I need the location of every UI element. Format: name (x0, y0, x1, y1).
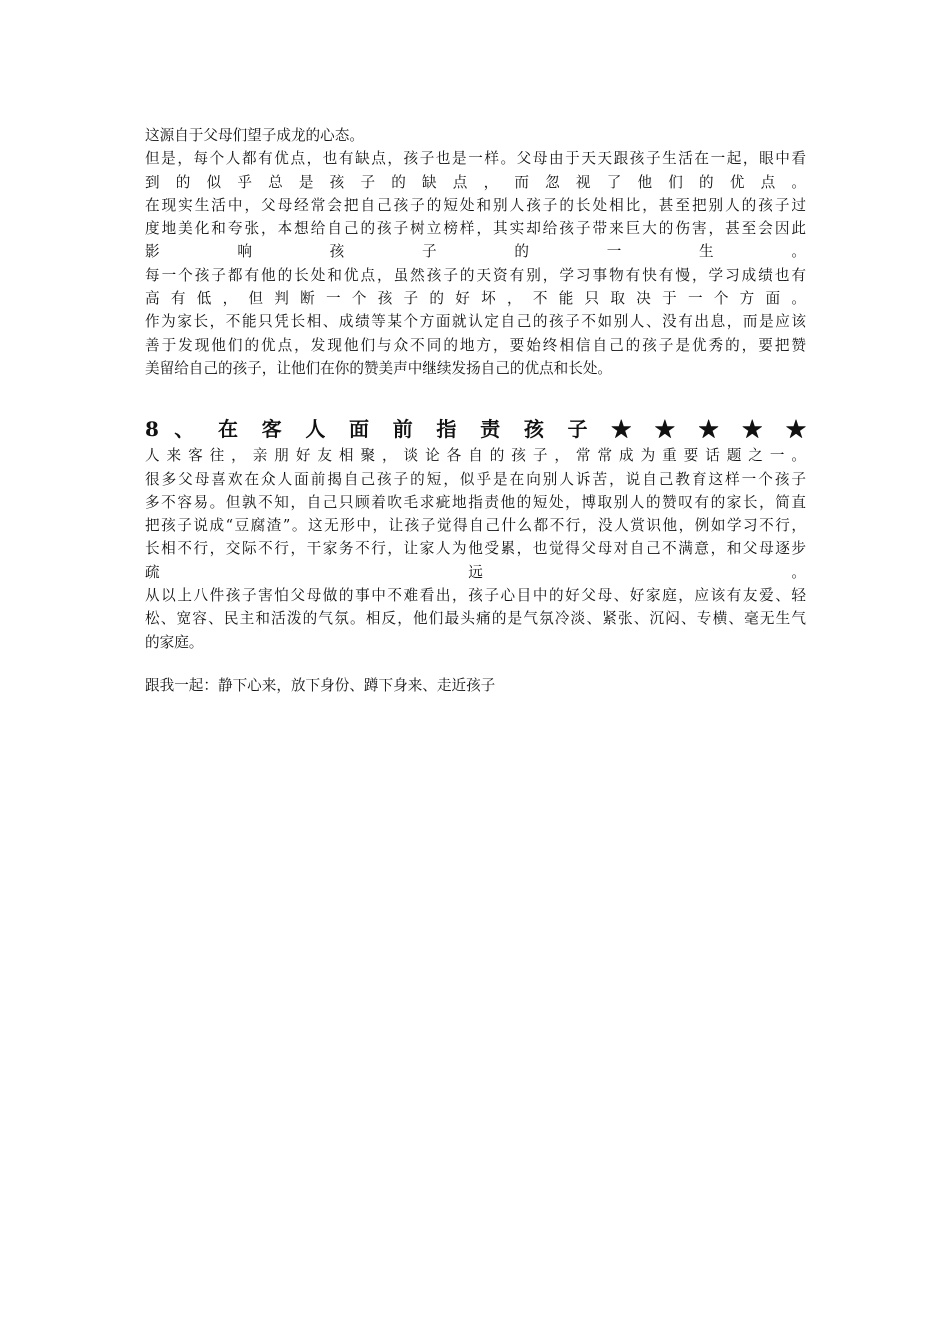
closing-line: 跟我一起：静下心来，放下身份、蹲下身来、走近孩子 (145, 676, 496, 694)
text-line: 的家庭。 (145, 633, 204, 651)
text-line: 从以上八件孩子害怕父母做的事中不难看出，孩子心目中的好父母、好家庭，应该有友爱、轻 (145, 587, 806, 605)
text-line: 度地美化和夸张，本想给自己的孩子树立榜样，其实却给孩子带来巨大的伤害，甚至会因此 (145, 220, 806, 238)
text-line: 高 有 低 ， 但 判 断 一 个 孩 子 的 好 坏 ， 不 能 只 取 决 于 一 个 方 面 。 (145, 290, 806, 308)
text-line: 善于发现他们的优点，发现他们与众不同的地方，要始终相信自己的孩子是优秀的，要把赞 (145, 336, 806, 354)
text-line: 疏 远 。 (145, 563, 806, 581)
text-line: 每一个孩子都有他的长处和优点，虽然孩子的天资有别，学习事物有快有慢，学习成绩也有 (145, 266, 806, 284)
text-line: 美留给自己的孩子，让他们在你的赞美声中继续发扬自己的优点和长处。 (145, 359, 613, 377)
text-line: 到 的 似 乎 总 是 孩 子 的 缺 点 ， 而 忽 视 了 他 们 的 优 点 。 (145, 173, 806, 191)
section-heading: 8 、 在 客 人 面 前 指 责 孩 子 ★ ★ ★ ★ ★ (145, 417, 806, 442)
document-body (145, 124, 806, 697)
text-line: 长相不行，交际不行，干家务不行，让家人为他受累，也觉得父母对自己不满意，和父母逐步 (145, 540, 806, 558)
text-line: 很多父母喜欢在众人面前揭自己孩子的短，似乎是在向别人诉苦，说自己教育这样一个孩子 (145, 470, 806, 488)
text-line: 这源自于父母们望子成龙的心态。 (145, 127, 364, 144)
text-line: 影 响 孩 子 的 一 生 。 (145, 243, 806, 261)
text-line: 把孩子说成“豆腐渣”。这无形中，让孩子觉得自己什么都不行，没人赏识他，例如学习不行， (145, 517, 806, 535)
text-line: 人 来 客 往 ， 亲 朋 好 友 相 聚 ， 谈 论 各 自 的 孩 子 ， 常 常 成 为 重 要 话 题 之 一 。 (145, 447, 806, 465)
text-line: 多不容易。但孰不知，自己只顾着吹毛求疵地指责他的短处，博取别人的赞叹有的家长，简直 (145, 493, 806, 511)
text-line: 但是，每个人都有优点，也有缺点，孩子也是一样。父母由于天天跟孩子生活在一起，眼中看 (145, 150, 806, 168)
text-line: 作为家长，不能只凭长相、成绩等某个方面就认定自己的孩子不如别人、没有出息，而是应该 (145, 313, 806, 331)
text-line: 松、宽容、民主和活泼的气氛。相反，他们最头痛的是气氛冷淡、紧张、沉闷、专横、毫无生气 (145, 610, 806, 628)
text-line: 在现实生活中，父母经常会把自己孩子的短处和别人孩子的长处相比，甚至把别人的孩子过 (145, 196, 806, 214)
